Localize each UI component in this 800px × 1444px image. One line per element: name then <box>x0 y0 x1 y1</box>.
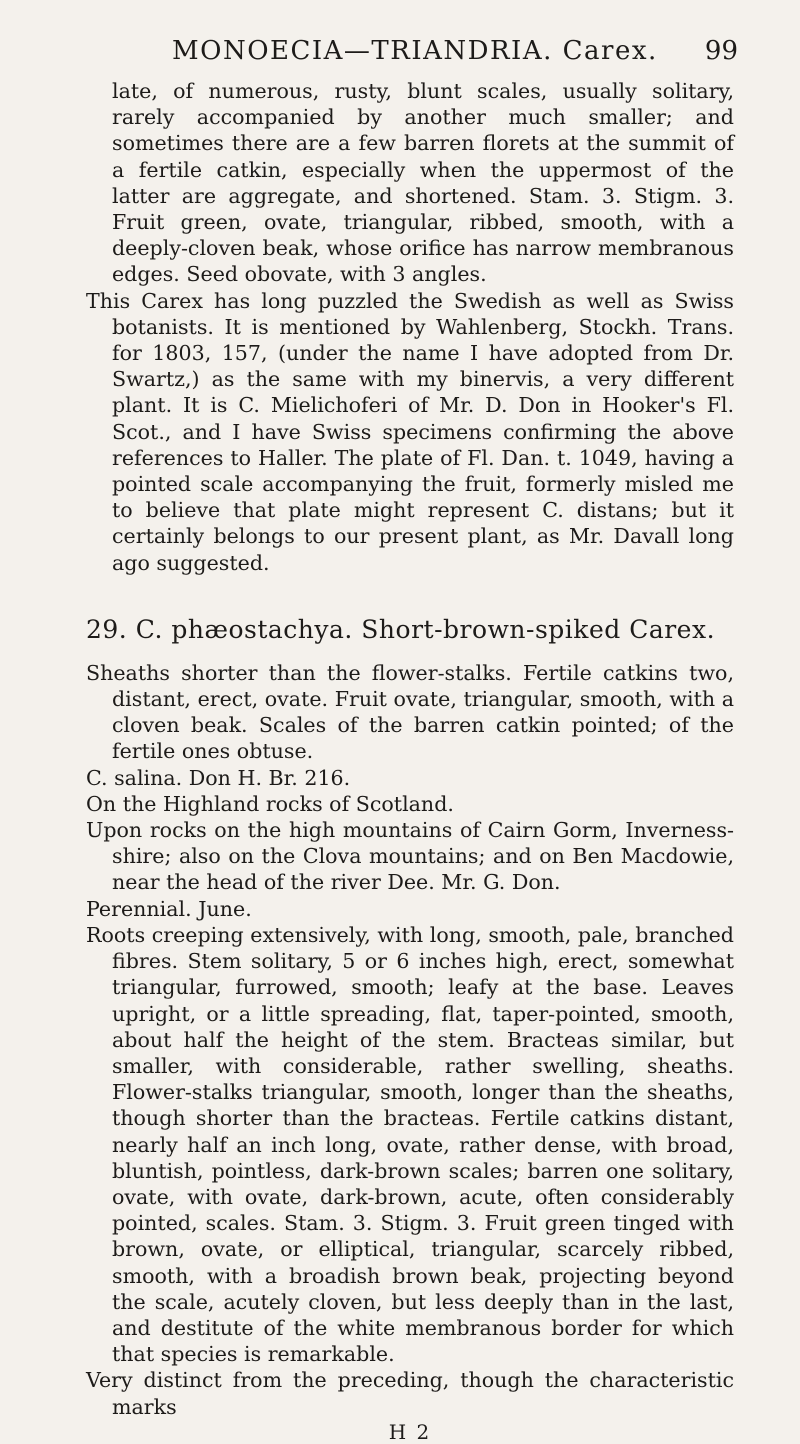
running-head <box>0 36 800 76</box>
paragraph-description: Roots creeping extensively, with long, smooth, pale, branched fibres. Stem solitary, 5 or 6 inches high, erect, somewhat triangular, furrowed, smooth; leafy at the base. Leaves upright, or a little spreading, flat, taper-pointed, smooth, about half the height of the stem. Bracteas similar, but smaller, with considerable, rather swelling, sheaths. Flower-stalks triangular, smooth, longer than the sheaths, though shorter than the bracteas. Fertile catkins distant, nearly half an inch long, ovate, rather dense, with broad, bluntish, pointless, dark-brown scales; barren one solitary, ovate, with ovate, dark-brown, acute, often considerably pointed, scales. Stam. 3. Stigm. 3. Fruit green tinged with brown, ovate, or elliptical, triangular, scarcely ribbed, smooth, with a broadish brown beak, projecting beyond the scale, acutely cloven, but less deeply than in the last, and destitute of the white membranous border for which that species is remarkable. <box>86 922 734 1367</box>
paragraph-closing: Very distinct from the preceding, though the characteristic marks <box>86 1368 734 1419</box>
paragraph-habitat: On the Highland rocks of Scotland. <box>86 791 454 816</box>
species-heading: 29. C. phæostachya. Short-brown-spiked Carex. <box>86 614 716 644</box>
paragraph-localities: Upon rocks on the high mountains of Cairn Gorm, Inverness-shire; also on the Clova mountains; and on Ben Macdowie, near the head of the river Dee. Mr. G. Don. <box>86 818 734 895</box>
page-number: 99 <box>704 36 738 66</box>
paragraph-description-continued: late, of numerous, rusty, blunt scales, usually solitary, rarely accompanied by another much smaller; and sometimes there are a few barren florets at the summit of a fertile catkin, especially when the uppermost of the latter are aggregate, and shortened. Stam. 3. Stigm. 3. Fruit green, ovate, triangular, ribbed, smooth, with a deeply-cloven beak, whose orifice has narrow membranous edges. Seed obovate, with 3 angles. <box>112 79 734 287</box>
signature-mark: H 2 <box>388 1419 432 1444</box>
running-title: MONOECIA—TRIANDRIA. Carex. <box>172 36 658 66</box>
paragraph-synonym: C. salina. Don H. Br. 216. <box>86 765 351 790</box>
paragraph-remarks: This Carex has long puzzled the Swedish as well as Swiss botanists. It is mentioned by Wahlenberg, Stockh. Trans. for 1803, 157, (under the name I have adopted from Dr. Swartz,) as the same with my binervis, a very different plant. It is C. Mielichoferi of Mr. D. Don in Hooker's Fl. Scot., and I have Swiss specimens confirming the above references to Haller. The plate of Fl. Dan. t. 1049, having a pointed scale accompanying the fruit, formerly misled me to believe that plate might represent C. distans; but it certainly belongs to our present plant, as Mr. Davall long ago suggested. <box>86 288 734 575</box>
paragraph-duration: Perennial. June. <box>86 896 252 921</box>
paragraph-diagnosis: Sheaths shorter than the flower-stalks. Fertile catkins two, distant, erect, ovate. Fruit ovate, triangular, smooth, with a cloven beak. Scales of the barren catkin pointed; of the fertile ones obtuse. <box>86 660 734 764</box>
